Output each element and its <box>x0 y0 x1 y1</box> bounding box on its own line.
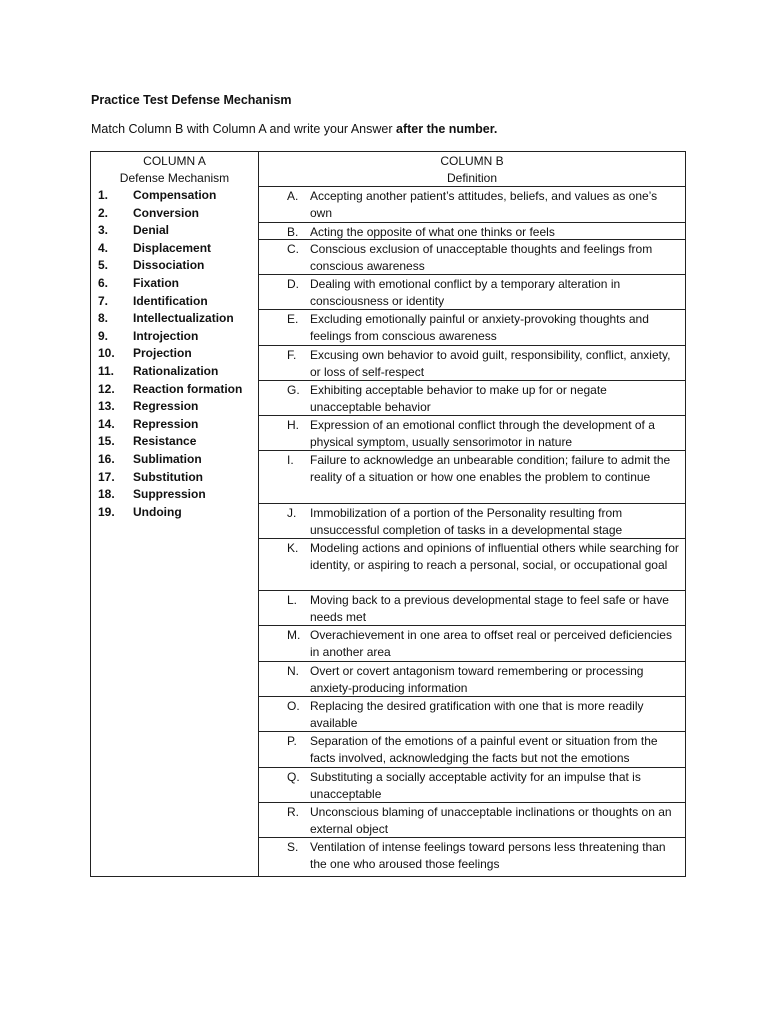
column-b-definition: Moving back to a previous developmental stage to feel safe or have needs met <box>310 593 669 624</box>
column-a-item-number: 7. <box>98 293 109 308</box>
column-a-item <box>91 223 258 241</box>
column-b-letter: F. <box>287 348 297 362</box>
page-title: Practice Test Defense Mechanism <box>91 93 292 107</box>
column-a-item-number: 2. <box>98 205 109 220</box>
column-b-definition: Expression of an emotional conflict through the development of a physical symptom, usually sensorimotor in nature <box>310 418 655 449</box>
column-b-letter: M. <box>287 628 301 642</box>
column-a-item <box>91 364 258 382</box>
column-b-row <box>259 591 685 626</box>
column-a-title: COLUMN A <box>143 154 206 168</box>
instructions-text: Match Column B with Column A and write your Answer <box>91 122 396 136</box>
column-b-definition: Conscious exclusion of unacceptable thoughts and feelings from conscious awareness <box>310 242 653 273</box>
column-a-item-number: 16. <box>98 451 115 466</box>
column-a-item <box>91 276 258 294</box>
column-a-item <box>91 434 258 452</box>
column-a-item-label: Compensation <box>133 188 217 202</box>
column-a-item <box>91 258 258 276</box>
column-a-item-number: 11. <box>98 363 115 378</box>
instructions-bold: after the number. <box>396 122 498 136</box>
column-b-row <box>259 240 685 275</box>
column-b-letter: S. <box>287 840 299 854</box>
column-b-definition: Unconscious blaming of unacceptable inclinations or thoughts on an external object <box>310 805 672 836</box>
column-a-item-number: 10. <box>98 346 115 361</box>
column-b-definition: Substituting a socially acceptable activity for an impulse that is unacceptable <box>310 770 641 801</box>
column-b-row <box>259 504 685 539</box>
column-b-letter: G. <box>287 383 300 397</box>
column-a-item <box>91 417 258 435</box>
column-a-item-label: Repression <box>133 416 199 431</box>
column-a-item <box>91 294 258 312</box>
column-a-item <box>91 241 258 259</box>
column-b-row <box>259 275 685 310</box>
column-a-item-number: 5. <box>98 258 109 273</box>
column-a-item-label: Identification <box>133 293 208 308</box>
column-b-row <box>259 539 685 591</box>
column-b-letter: H. <box>287 418 299 432</box>
column-b-letter: A. <box>287 189 299 203</box>
column-a-item <box>91 487 258 505</box>
column-b-definition: Failure to acknowledge an unbearable condition; failure to admit the reality of a situation or how one enables the problem to continue <box>310 453 671 484</box>
column-b-row <box>259 697 685 732</box>
column-b-definition: Exhibiting acceptable behavior to make up for or negate unacceptable behavior <box>310 383 607 414</box>
column-b-definition: Acting the opposite of what one thinks or feels <box>310 225 555 239</box>
column-a-item <box>91 346 258 364</box>
column-a-item-label: Reaction formation <box>133 381 243 396</box>
column-b-definition: Replacing the desired gratification with one that is more readily available <box>310 699 644 730</box>
column-a-item <box>91 505 258 523</box>
column-b-definition: Accepting another patient’s attitudes, beliefs, and values as one’s own <box>310 189 658 220</box>
column-a-item-number: 4. <box>98 240 109 255</box>
column-b-row <box>259 768 685 803</box>
column-a-item-number: 19. <box>98 504 115 519</box>
column-b-letter: N. <box>287 664 299 678</box>
column-a-item-label: Undoing <box>133 504 182 519</box>
column-a-item-number: 13. <box>98 399 115 414</box>
column-a-item <box>91 470 258 488</box>
column-b-letter: O. <box>287 699 300 713</box>
column-a-item-number: 9. <box>98 328 109 343</box>
column-b-definition: Excluding emotionally painful or anxiety-provoking thoughts and feelings from conscious awareness <box>310 312 649 343</box>
column-b-title: COLUMN B <box>440 154 504 168</box>
column-b-row <box>259 310 685 346</box>
matching-table <box>90 151 686 877</box>
column-a-item-label: Suppression <box>133 487 206 502</box>
column-a-item-label: Conversion <box>133 205 200 220</box>
column-b-letter: I. <box>287 453 294 467</box>
column-a-item-label: Displacement <box>133 240 212 255</box>
column-b-row <box>259 662 685 697</box>
column-a-item-number: 15. <box>98 434 115 449</box>
column-b-row <box>259 187 685 223</box>
column-b-list <box>259 187 685 874</box>
column-a-item-label: Regression <box>133 399 199 414</box>
column-b-row <box>259 416 685 451</box>
column-b-letter: J. <box>287 506 297 520</box>
column-a-item-label: Rationalization <box>133 363 219 378</box>
column-a-item <box>91 329 258 347</box>
column-a-item-label: Resistance <box>133 434 197 449</box>
column-b-row <box>259 451 685 504</box>
column-b-letter: Q. <box>287 770 300 784</box>
column-b-letter: R. <box>287 805 299 819</box>
column-b-letter: D. <box>287 277 299 291</box>
instructions <box>91 122 497 136</box>
column-a-item-number: 6. <box>98 275 109 290</box>
column-a <box>91 152 259 876</box>
column-b-letter: B. <box>287 225 299 239</box>
column-b-row <box>259 838 685 874</box>
column-b-header <box>259 152 685 187</box>
column-b-letter: L. <box>287 593 298 607</box>
column-b-row <box>259 381 685 416</box>
column-a-item-label: Fixation <box>133 275 180 290</box>
column-a-item-label: Intellectualization <box>133 311 234 326</box>
column-a-item <box>91 311 258 329</box>
column-b-definition: Separation of the emotions of a painful event or situation from the facts involved, acknowledging the facts but not the emotions <box>310 734 658 765</box>
column-b-definition: Ventilation of intense feelings toward persons less threatening than the one who aroused those feelings <box>310 840 666 871</box>
column-a-item <box>91 452 258 470</box>
column-b-letter: P. <box>287 734 297 748</box>
column-b-row <box>259 346 685 381</box>
column-a-item-number: 12. <box>98 381 115 396</box>
column-a-header <box>91 152 258 187</box>
column-b-letter: C. <box>287 242 299 256</box>
column-b-row <box>259 732 685 768</box>
column-b-definition: Overt or covert antagonism toward remembering or processing anxiety-producing information <box>310 664 644 695</box>
column-a-item-label: Projection <box>133 346 192 361</box>
column-a-item-number: 1. <box>98 188 109 202</box>
column-b-definition: Immobilization of a portion of the Personality resulting from unsuccessful completion of tasks in a developmental stage <box>310 506 623 537</box>
column-a-item-number: 18. <box>98 487 115 502</box>
column-a-subtitle: Defense Mechanism <box>119 171 230 185</box>
column-b-definition: Excusing own behavior to avoid guilt, responsibility, conflict, anxiety, or loss of self-respect <box>310 348 671 379</box>
column-a-item <box>91 206 258 224</box>
column-a-item-label: Introjection <box>133 328 199 343</box>
column-b-definition: Overachievement in one area to offset real or perceived deficiencies in another area <box>310 628 672 659</box>
column-a-item <box>91 399 258 417</box>
column-b-row <box>259 626 685 662</box>
column-b-row <box>259 803 685 838</box>
column-a-item <box>91 188 258 206</box>
column-b-subtitle: Definition <box>446 171 498 185</box>
column-a-item <box>91 382 258 400</box>
column-a-list <box>91 188 258 522</box>
column-a-item-label: Denial <box>133 223 170 238</box>
column-a-item-label: Sublimation <box>133 451 202 466</box>
column-b-definition: Modeling actions and opinions of influential others while searching for identity, or aspiring to reach a personal, social, or occupational goal <box>310 541 679 572</box>
column-a-item-number: 14. <box>98 416 115 431</box>
column-b-definition: Dealing with emotional conflict by a temporary alteration in consciousness or identity <box>310 277 621 308</box>
column-b-letter: K. <box>287 541 299 555</box>
column-a-item-number: 8. <box>98 311 109 326</box>
column-b <box>259 152 685 876</box>
column-a-item-number: 17. <box>98 469 115 484</box>
column-b-row <box>259 223 685 240</box>
column-a-item-label: Dissociation <box>133 258 205 273</box>
column-a-item-label: Substitution <box>133 469 203 484</box>
column-b-letter: E. <box>287 312 299 326</box>
column-a-item-number: 3. <box>98 223 109 238</box>
